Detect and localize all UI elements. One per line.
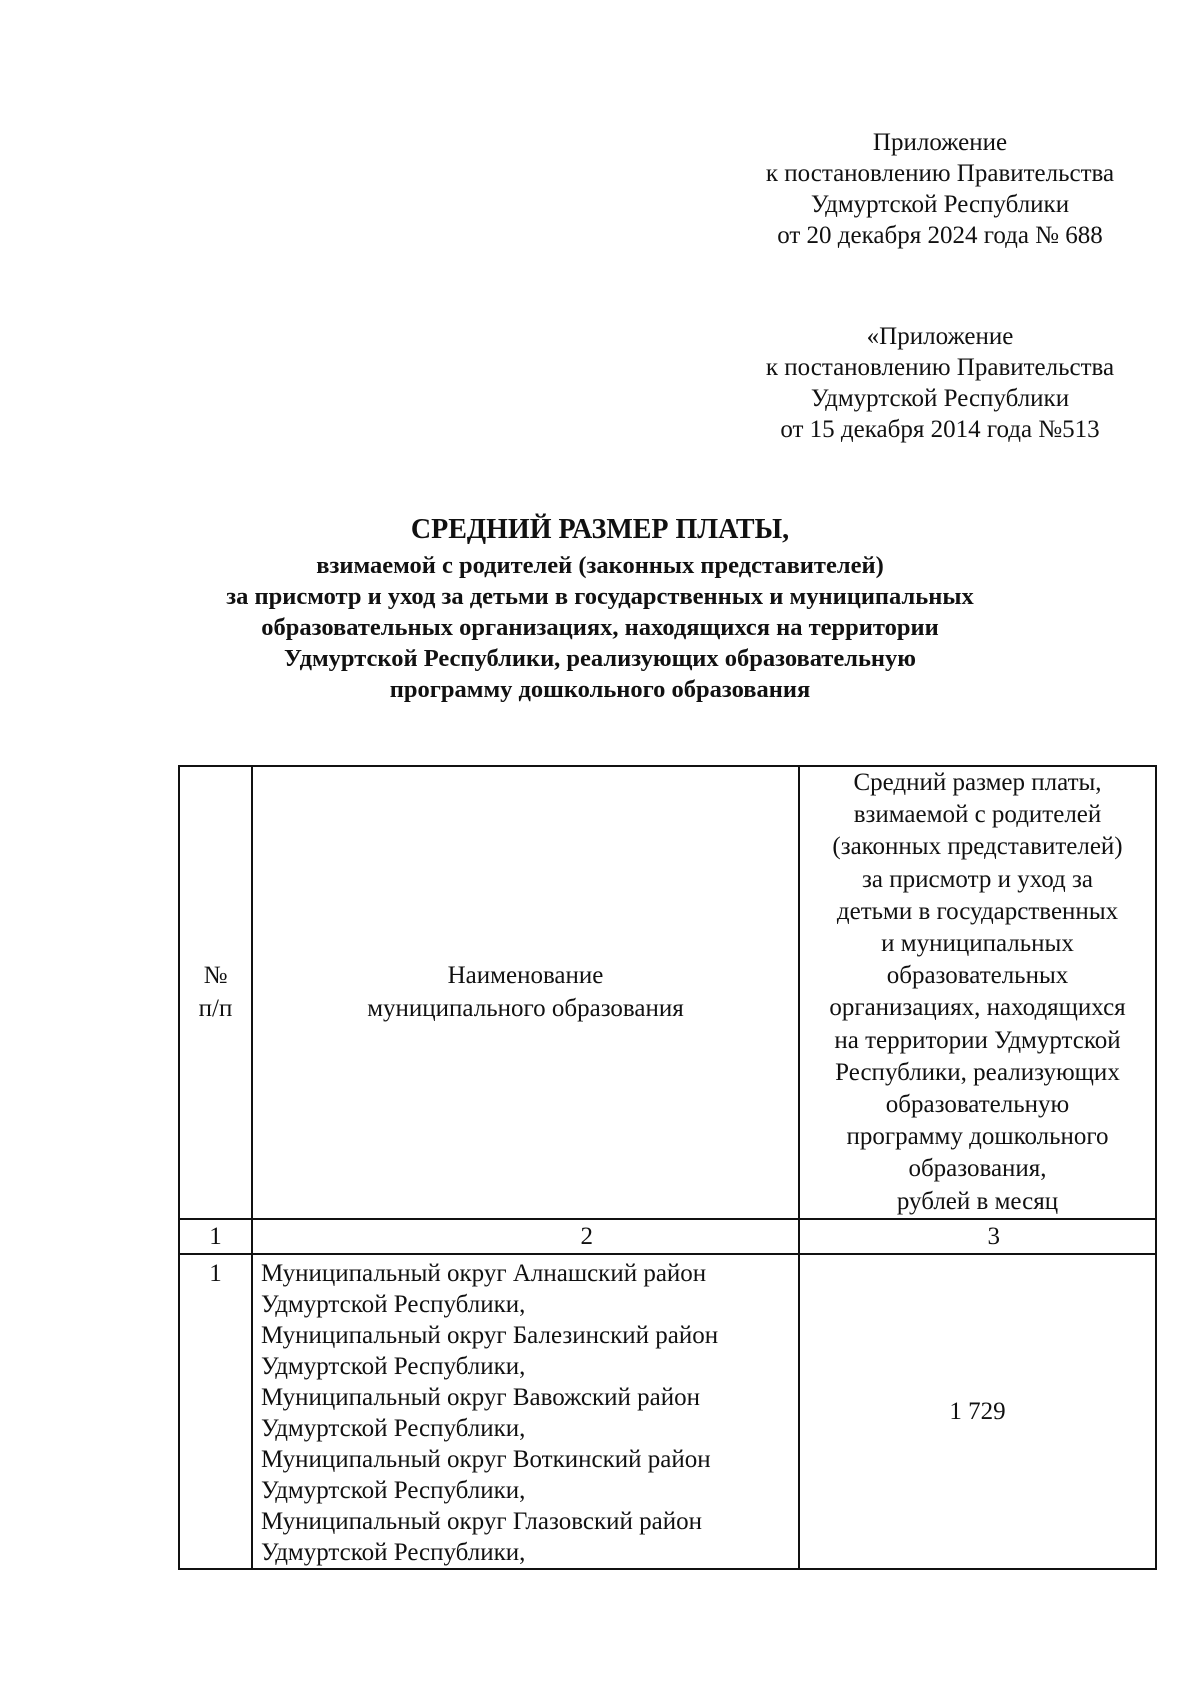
header-fee-line: за присмотр и уход за: [862, 865, 1093, 893]
header-fee-line: программу дошкольного: [846, 1123, 1109, 1151]
document-heading: [150, 512, 1050, 705]
appendix-original-line: «Приложение: [866, 323, 1014, 350]
municipality-line: Удмуртской Республики,: [261, 1414, 526, 1442]
municipality-line: Муниципальный округ Вавожский район: [261, 1383, 701, 1411]
header-fee-line: Республики, реализующих: [835, 1058, 1120, 1086]
row-municipalities-cell: [252, 1254, 799, 1569]
column-index-cell: 3: [799, 1219, 1156, 1254]
header-number-cell: [179, 766, 252, 1219]
document-subtitle-line: Удмуртской Республики, реализующих образовательную: [283, 645, 917, 672]
header-name-line: муниципального образования: [367, 995, 684, 1023]
header-fee-cell: [799, 766, 1156, 1219]
appendix-original-line: Удмуртской Республики: [810, 385, 1070, 412]
header-fee-line: организациях, находящихся: [829, 994, 1126, 1022]
appendix-current-line: Удмуртской Республики: [810, 191, 1070, 218]
header-fee-line: образования,: [908, 1155, 1047, 1183]
column-index-row: [179, 1219, 1156, 1254]
header-fee-line: на территории Удмуртской: [834, 1026, 1121, 1054]
municipality-line: Муниципальный округ Воткинский район: [261, 1445, 711, 1473]
appendix-current-line: к постановлению Правительства: [765, 160, 1115, 187]
appendix-current-block: [730, 127, 1150, 251]
column-index-cell: 2: [252, 1219, 799, 1254]
header-name-line: Наименование: [447, 962, 604, 990]
appendix-original-block: [730, 321, 1150, 445]
column-index-cell: 1: [179, 1219, 252, 1254]
municipality-line: Муниципальный округ Алнашский район: [261, 1259, 707, 1287]
municipality-line: Удмуртской Республики,: [261, 1538, 526, 1566]
header-name-cell: [252, 766, 799, 1219]
document-subtitle-line: взимаемой с родителей (законных представителей): [316, 552, 884, 579]
appendix-original-date: от 15 декабря 2014 года №513: [780, 416, 1100, 443]
document-title: СРЕДНИЙ РАЗМЕР ПЛАТЫ,: [410, 514, 790, 545]
municipality-line: Муниципальный округ Балезинский район: [261, 1321, 719, 1349]
municipality-line: Удмуртской Республики,: [261, 1476, 526, 1504]
table-header-row: [179, 766, 1156, 1219]
row-fee-cell: 1 729: [799, 1254, 1156, 1569]
appendix-current-date: от 20 декабря 2024 года № 688: [777, 222, 1103, 249]
header-number-line: п/п: [198, 995, 233, 1023]
header-fee-line: образовательных: [886, 962, 1069, 990]
header-fee-line: Средний размер платы,: [853, 769, 1102, 796]
document-subtitle-line: за присмотр и уход за детьми в государственных и муниципальных: [226, 583, 974, 610]
fee-table: [178, 765, 1157, 1570]
appendix-current-line: Приложение: [872, 129, 1008, 156]
municipality-line: Удмуртской Республики,: [261, 1290, 526, 1318]
header-fee-line: образовательную: [885, 1091, 1070, 1119]
document-subtitle-line: образовательных организациях, находящихся на территории: [261, 614, 939, 641]
header-fee-line: взимаемой с родителей: [853, 801, 1102, 829]
appendix-original-line: к постановлению Правительства: [765, 354, 1115, 381]
municipality-line: Удмуртской Республики,: [261, 1352, 526, 1380]
document-subtitle-line: программу дошкольного образования: [389, 676, 811, 703]
header-fee-line: и муниципальных: [881, 930, 1074, 958]
header-fee-line: детьми в государственных: [836, 897, 1119, 925]
header-fee-line: (законных представителей): [832, 833, 1123, 861]
table-row: [179, 1254, 1156, 1569]
municipality-line: Муниципальный округ Глазовский район: [261, 1507, 702, 1535]
row-number-cell: 1: [179, 1254, 252, 1569]
header-number-line: №: [203, 962, 228, 990]
header-fee-line: рублей в месяц: [896, 1187, 1059, 1215]
